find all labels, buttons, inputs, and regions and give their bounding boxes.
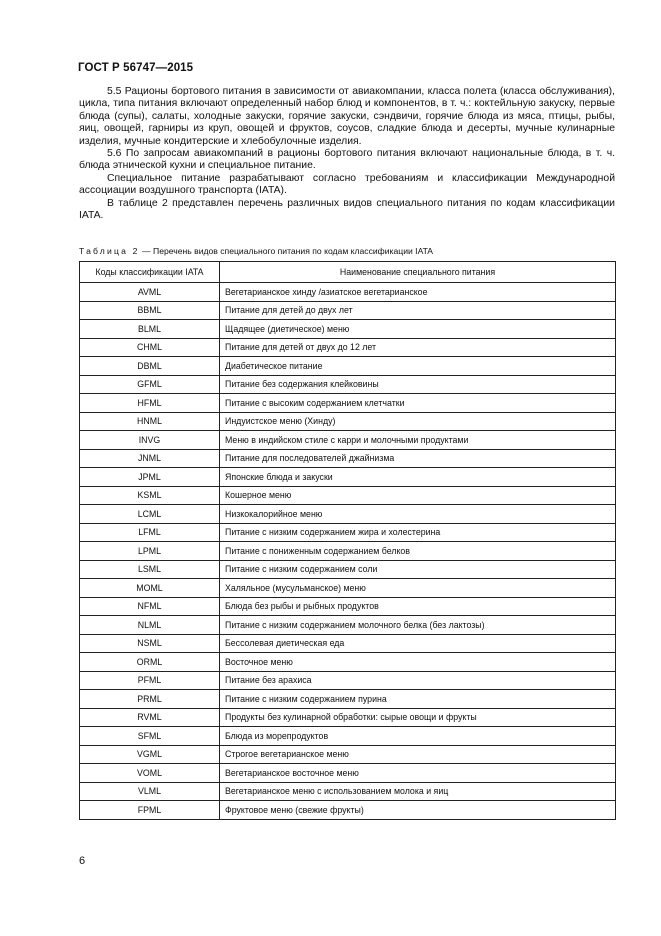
meal-name-cell: Питание с низким содержанием пурина — [220, 690, 616, 709]
table-row — [80, 468, 616, 487]
meal-name-cell: Блюда без рыбы и рыбных продуктов — [220, 597, 616, 616]
table-row — [80, 653, 616, 672]
table-row — [80, 579, 616, 598]
meal-name-cell: Диабетическое питание — [220, 357, 616, 376]
meal-name-cell: Вегетарианское хинду /азиатское вегетарианское — [220, 283, 616, 302]
table-header-row — [80, 262, 616, 283]
meal-name-cell: Низкокалорийное меню — [220, 505, 616, 524]
meal-name-cell: Индуистское меню (Хинду) — [220, 412, 616, 431]
table-row — [80, 708, 616, 727]
table-row — [80, 616, 616, 635]
meal-name-cell: Японские блюда и закуски — [220, 468, 616, 487]
iata-code-cell: INVG — [80, 431, 220, 450]
table-row — [80, 634, 616, 653]
meal-name-cell: Вегетарианское восточное меню — [220, 764, 616, 783]
iata-code-cell: NSML — [80, 634, 220, 653]
standard-header: ГОСТ Р 56747—2015 — [78, 62, 194, 74]
iata-code-cell: NLML — [80, 616, 220, 635]
meal-name-cell: Халяльное (мусульманское) меню — [220, 579, 616, 598]
iata-code-cell: VGML — [80, 745, 220, 764]
iata-code-cell: SFML — [80, 727, 220, 746]
meal-name-cell: Питание с низким содержанием молочного белка (без лактозы) — [220, 616, 616, 635]
meal-name-cell: Питание с низким содержанием жира и холестерина — [220, 523, 616, 542]
table-row — [80, 523, 616, 542]
iata-code-cell: LCML — [80, 505, 220, 524]
table-row — [80, 301, 616, 320]
table-row — [80, 727, 616, 746]
iata-code-cell: DBML — [80, 357, 220, 376]
meal-name-cell: Строгое вегетарианское меню — [220, 745, 616, 764]
iata-code-cell: VOML — [80, 764, 220, 783]
meal-name-cell: Питание без содержания клейковины — [220, 375, 616, 394]
table-row — [80, 560, 616, 579]
table-row — [80, 486, 616, 505]
iata-code-cell: HFML — [80, 394, 220, 413]
table-row — [80, 542, 616, 561]
paragraph-5-6: 5.6 По запросам авиакомпаний в рационы бортового питания включают национальные блюда, в т. ч. блюда этнической кухни и специальное питание. — [79, 148, 615, 172]
table-row — [80, 357, 616, 376]
table-row — [80, 745, 616, 764]
table-row — [80, 597, 616, 616]
iata-code-cell: VLML — [80, 782, 220, 801]
table-row — [80, 801, 616, 820]
meal-name-cell: Питание с низким содержанием соли — [220, 560, 616, 579]
table-row — [80, 431, 616, 450]
meal-name-cell: Щадящее (диетическое) меню — [220, 320, 616, 339]
table-row — [80, 764, 616, 783]
iata-code-cell: NFML — [80, 597, 220, 616]
iata-code-cell: RVML — [80, 708, 220, 727]
meal-name-cell: Фруктовое меню (свежие фрукты) — [220, 801, 616, 820]
header-iata-code: Коды классификации IATA — [80, 262, 220, 283]
meal-name-cell: Питание для детей до двух лет — [220, 301, 616, 320]
iata-code-cell: ORML — [80, 653, 220, 672]
iata-code-cell: AVML — [80, 283, 220, 302]
iata-code-cell: HNML — [80, 412, 220, 431]
meal-name-cell: Питание для детей от двух до 12 лет — [220, 338, 616, 357]
iata-code-cell: CHML — [80, 338, 220, 357]
meal-name-cell: Восточное меню — [220, 653, 616, 672]
table-row — [80, 283, 616, 302]
table-row — [80, 338, 616, 357]
iata-code-cell: JPML — [80, 468, 220, 487]
iata-code-cell: PRML — [80, 690, 220, 709]
iata-code-cell: KSML — [80, 486, 220, 505]
paragraph-5-5: 5.5 Рационы бортового питания в зависимости от авиакомпании, класса полета (класса обслуживания), цикла, типа питания включают определенный набор блюд и компонентов, в т. ч.: коктейльную закуску, первые блюда (супы), салаты, холодные закуски, горячие закуски, сэндвичи, горячие блюда из мяса, птицы, рыбы, яиц, овощей, гарниры из круп, овощей и фруктов, соусов, сладкие блюда и десерты, мучные кулинарные изделия, мучные кондитерские и хлебобулочные изделия. — [79, 86, 615, 147]
paragraph-special-meals: Специальное питание разрабатывают согласно требованиям и классификации Международной ассоциации воздушного транспорта (IATA). — [79, 172, 615, 197]
table-row — [80, 671, 616, 690]
iata-code-cell: BLML — [80, 320, 220, 339]
table-caption — [79, 246, 619, 256]
table-row — [80, 782, 616, 801]
iata-code-cell: LFML — [80, 523, 220, 542]
iata-code-cell: FPML — [80, 801, 220, 820]
table-row — [80, 690, 616, 709]
iata-code-cell: MOML — [80, 579, 220, 598]
iata-code-cell: BBML — [80, 301, 220, 320]
table-row — [80, 412, 616, 431]
meal-name-cell: Бессолевая диетическая еда — [220, 634, 616, 653]
table-row — [80, 320, 616, 339]
table-body — [80, 283, 616, 820]
iata-code-cell: JNML — [80, 449, 220, 468]
meal-name-cell: Продукты без кулинарной обработки: сырые овощи и фрукты — [220, 708, 616, 727]
meal-name-cell: Питание с пониженным содержанием белков — [220, 542, 616, 561]
table-row — [80, 449, 616, 468]
table-row — [80, 505, 616, 524]
header-meal-name: Наименование специального питания — [220, 262, 616, 283]
iata-code-cell: PFML — [80, 671, 220, 690]
table-row — [80, 394, 616, 413]
iata-code-cell: GFML — [80, 375, 220, 394]
meal-name-cell: Блюда из морепродуктов — [220, 727, 616, 746]
meal-name-cell: Питание для последователей джайнизма — [220, 449, 616, 468]
iata-code-cell: LPML — [80, 542, 220, 561]
table-caption-label: Таблица 2 — [79, 246, 140, 256]
body-text — [79, 86, 615, 222]
paragraph-table-intro: В таблице 2 представлен перечень различных видов специального питания по кодам классификации IATA. — [79, 197, 615, 222]
table-caption-text: — Перечень видов специального питания по кодам классификации IATA — [139, 246, 434, 256]
iata-special-meals-table — [79, 261, 616, 820]
meal-name-cell: Питание с высоким содержанием клетчатки — [220, 394, 616, 413]
iata-code-cell: LSML — [80, 560, 220, 579]
meal-name-cell: Меню в индийском стиле с карри и молочными продуктами — [220, 431, 616, 450]
page-number: 6 — [79, 855, 86, 867]
table-row — [80, 375, 616, 394]
meal-name-cell: Кошерное меню — [220, 486, 616, 505]
meal-name-cell: Питание без арахиса — [220, 671, 616, 690]
meal-name-cell: Вегетарианское меню с использованием молока и яиц — [220, 782, 616, 801]
